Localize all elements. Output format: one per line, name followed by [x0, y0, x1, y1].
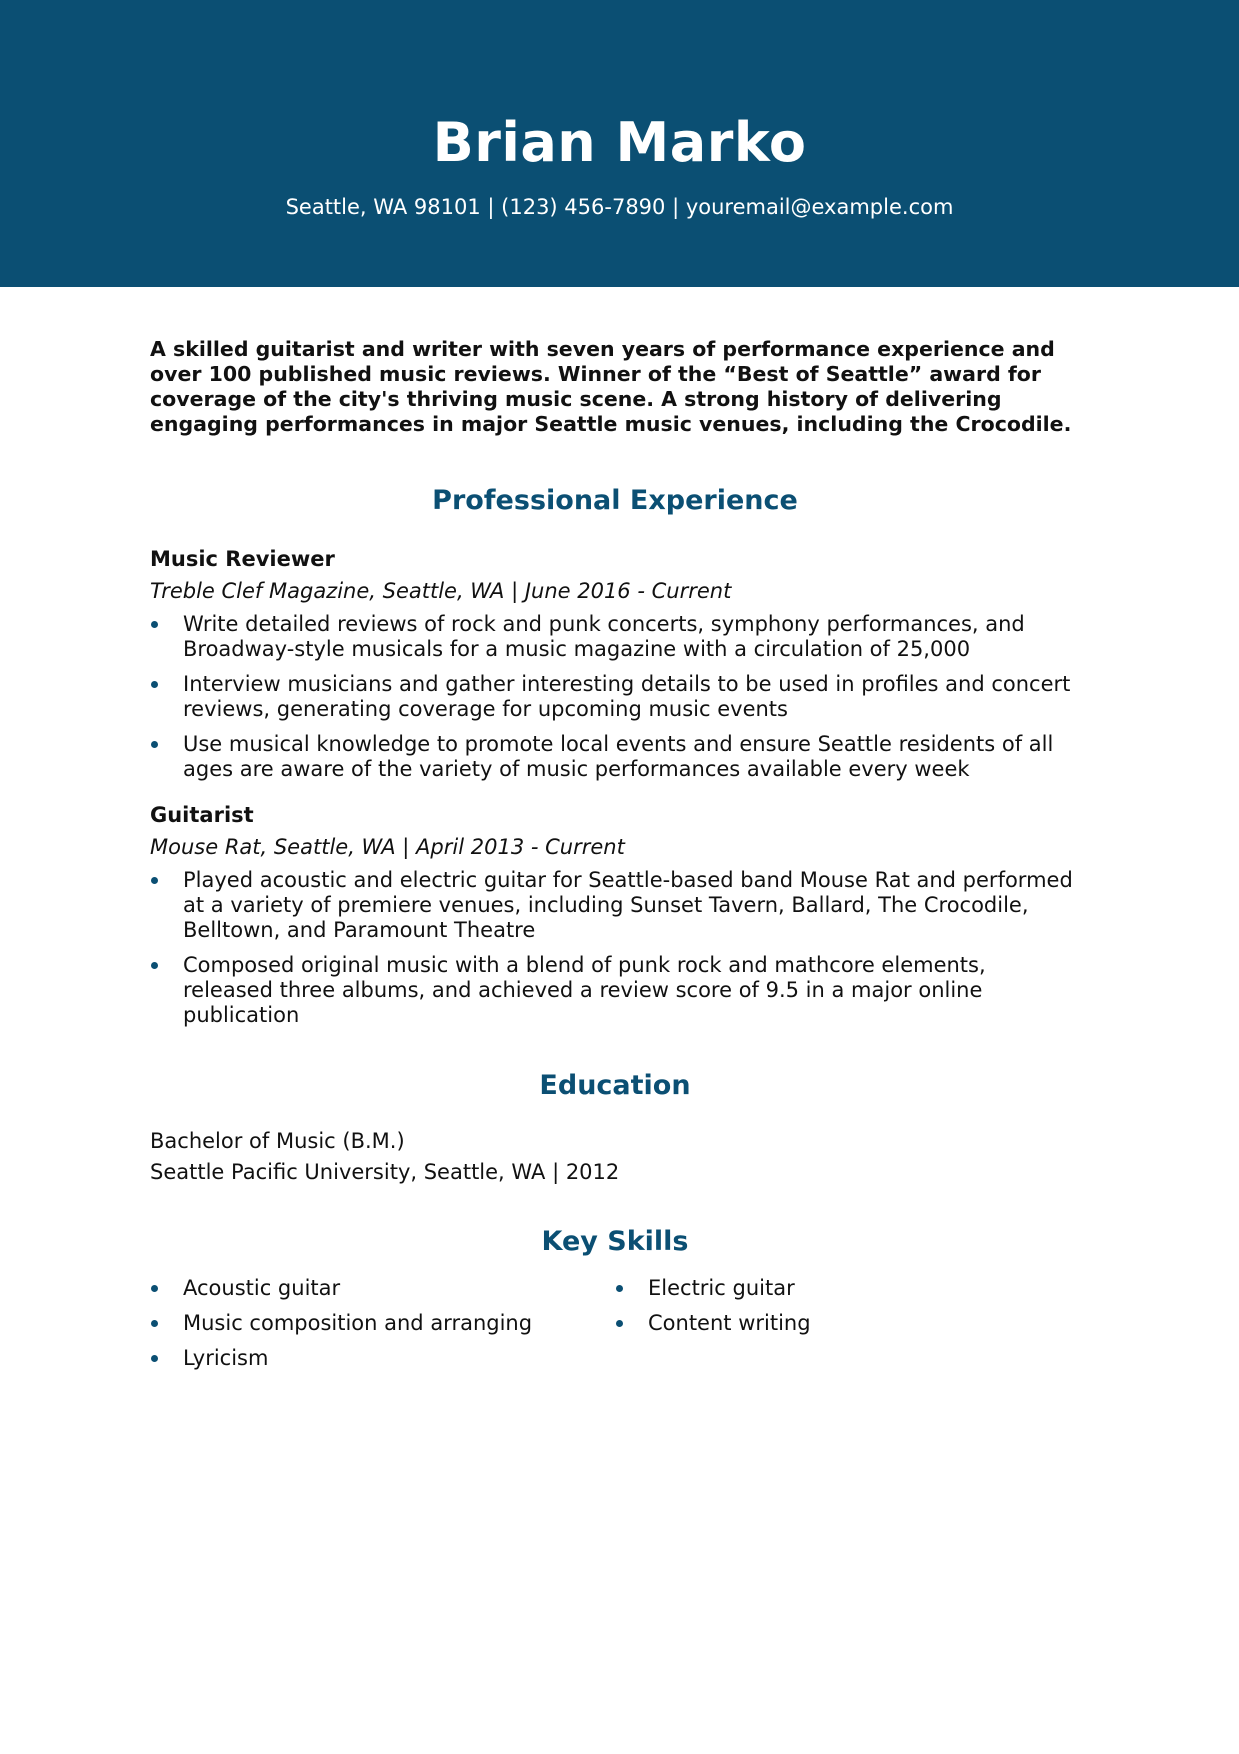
education-entry: [150, 1126, 1080, 1188]
bullet-icon: [151, 877, 158, 884]
job-entry: [150, 800, 1080, 1028]
skills-column-left: [150, 1276, 615, 1381]
list-item: [615, 1311, 1080, 1336]
bullet-icon: [151, 962, 158, 969]
job-entry: [150, 544, 1080, 782]
bullet-icon: [151, 1320, 158, 1327]
bullet-text: Use musical knowledge to promote local events and ensure Seattle residents of all ages are aware of the variety of music performances available every week: [183, 732, 1054, 781]
skill-text: Content writing: [648, 1311, 811, 1335]
list-item: [150, 732, 1080, 782]
skills-list: [150, 1276, 1080, 1381]
bullet-text: Composed original music with a blend of punk rock and mathcore elements, released three albums, and achieved a review score of 9.5 in a major online publication: [183, 953, 986, 1027]
list-item: [150, 1346, 615, 1371]
job-title: Guitarist: [150, 803, 254, 827]
list-item: [150, 1311, 615, 1336]
list-item: [150, 1276, 615, 1301]
skills-column-right: [615, 1276, 1080, 1381]
degree: Bachelor of Music (B.M.): [150, 1129, 405, 1153]
skill-text: Lyricism: [183, 1346, 269, 1370]
skill-text: Acoustic guitar: [183, 1276, 341, 1300]
candidate-name: Brian Marko: [432, 111, 807, 174]
skill-text: Electric guitar: [648, 1276, 795, 1300]
bullet-icon: [151, 1355, 158, 1362]
resume-body: [150, 337, 1080, 1381]
job-bullets: [150, 868, 1080, 1028]
bullet-icon: [151, 681, 158, 688]
header-banner: [0, 0, 1239, 287]
section-title-education: Education: [539, 1070, 691, 1101]
job-title: Music Reviewer: [150, 547, 335, 571]
bullet-icon: [616, 1285, 623, 1292]
skill-text: Music composition and arranging: [183, 1311, 533, 1335]
summary-paragraph: A skilled guitarist and writer with seven years of performance experience and over 100 published music reviews. Winner of the “Best of Seattle” award for coverage of the city's thriving music scene. A strong history of delivering engaging performances in major Seattle music venues, including the Crocodile.: [150, 337, 1072, 436]
list-item: [150, 953, 1080, 1028]
contact-info: Seattle, WA 98101 | (123) 456-7890 | youremail@example.com: [285, 195, 954, 219]
list-item: [150, 672, 1080, 722]
bullet-text: Write detailed reviews of rock and punk concerts, symphony performances, and Broadway-style musicals for a music magazine with a circulation of 25,000: [183, 612, 1025, 661]
list-item: [150, 868, 1080, 943]
section-title-skills: Key Skills: [541, 1226, 689, 1257]
list-item: [615, 1276, 1080, 1301]
bullet-text: Interview musicians and gather interesting details to be used in profiles and concert reviews, generating coverage for upcoming music events: [183, 672, 1071, 721]
section-title-experience: Professional Experience: [432, 485, 798, 516]
bullet-icon: [151, 741, 158, 748]
bullet-icon: [151, 621, 158, 628]
bullet-text: Played acoustic and electric guitar for Seattle-based band Mouse Rat and performed at a variety of premiere venues, including Sunset Tavern, Ballard, The Crocodile, Belltown, and Paramount Theatre: [183, 868, 1073, 942]
bullet-icon: [151, 1285, 158, 1292]
job-meta: Mouse Rat, Seattle, WA | April 2013 - Current: [150, 835, 625, 859]
bullet-icon: [616, 1320, 623, 1327]
school: Seattle Pacific University, Seattle, WA | 2012: [150, 1160, 620, 1184]
job-bullets: [150, 612, 1080, 782]
job-meta: Treble Clef Magazine, Seattle, WA | June 2016 - Current: [150, 579, 732, 603]
list-item: [150, 612, 1080, 662]
